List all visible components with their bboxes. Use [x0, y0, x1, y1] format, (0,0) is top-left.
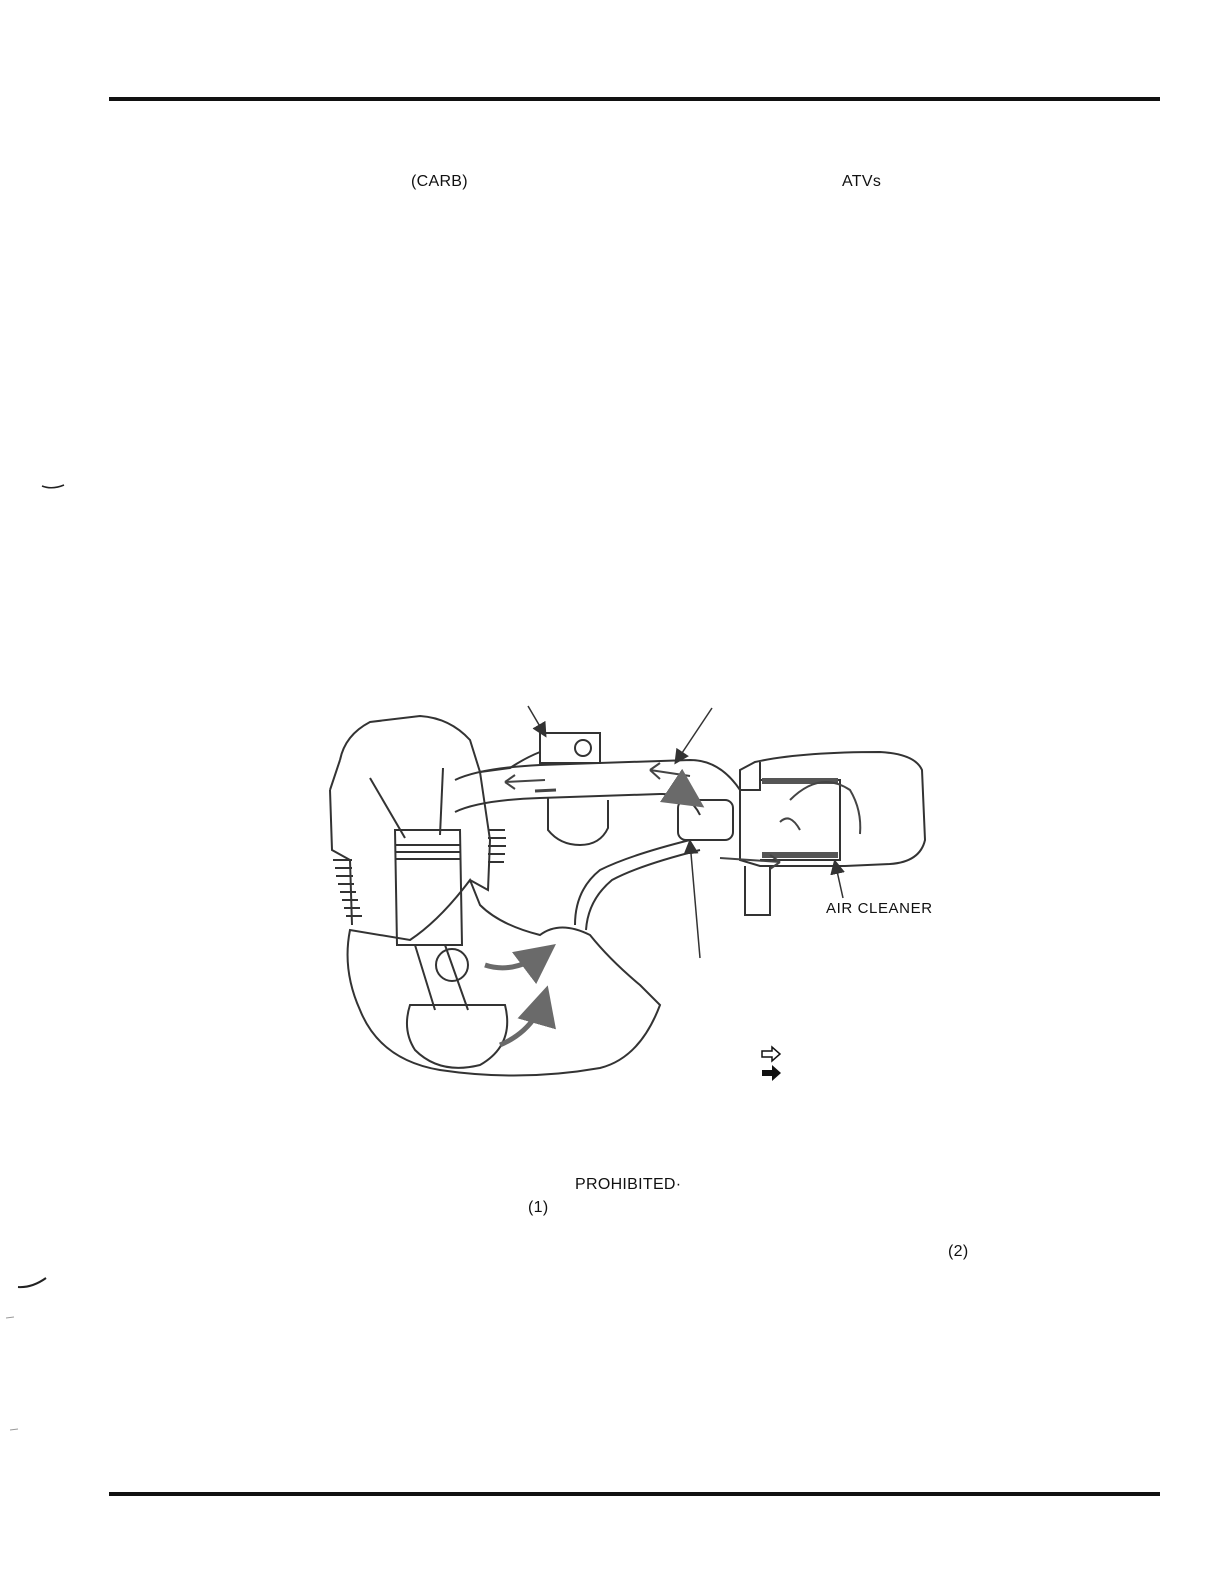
atvs-fragment: ATVs: [842, 173, 882, 190]
blow-by-return-arrow: [535, 790, 556, 791]
legend-blow-by-symbol: [762, 1065, 781, 1081]
item-1-marker: (1): [528, 1199, 549, 1216]
carb-fragment: (CARB): [411, 173, 468, 190]
item-2-marker: (2): [948, 1243, 969, 1260]
legend-fresh-air-symbol: [762, 1047, 780, 1061]
prohibited-fragment: PROHIBITED·: [575, 1176, 682, 1193]
air-cleaner-label: AIR CLEANER: [826, 900, 933, 917]
engine-outline: [330, 716, 925, 1076]
blow-by-arrows: [485, 794, 696, 1045]
